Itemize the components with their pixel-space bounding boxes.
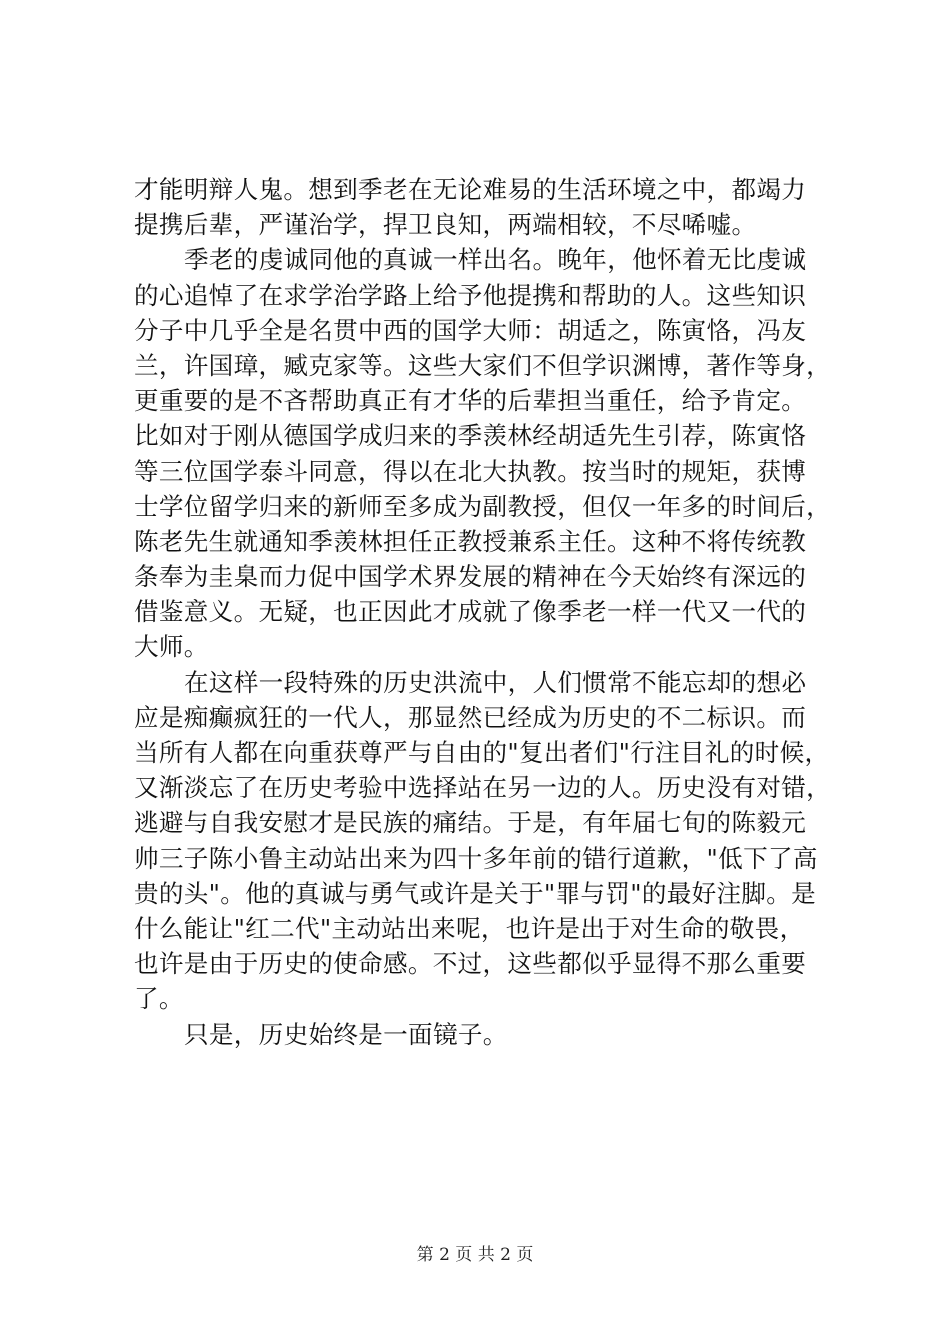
text-line: 更重要的是不吝帮助真正有才华的后辈担当重任，给予肯定。	[134, 386, 807, 416]
text-line: 分子中几乎全是名贯中西的国学大师：胡适之，陈寅恪，冯友	[134, 315, 807, 345]
text-line: 兰，许国璋，臧克家等。这些大家们不但学识渊博，著作等身，	[134, 350, 832, 380]
text-line: 比如对于刚从德国学成归来的季羡林经胡适先生引荐，陈寅恪	[134, 421, 807, 451]
text-line: 当所有人都在向重获尊严与自由的"复出者们"行注目礼的时候，	[134, 738, 830, 767]
page-number-label: 第 2 页 共 2 页	[416, 1245, 534, 1265]
text-line: 帅三子陈小鲁主动站出来为四十多年前的错行道歉，"低下了高	[134, 843, 818, 873]
text-line: 士学位留学归来的新师至多成为副教授，但仅一年多的时间后，	[134, 491, 832, 521]
paragraph-start-line: 季老的虔诚同他的真诚一样出名。晚年，他怀着无比虔诚	[184, 245, 807, 275]
text-line: 什么能让"红二代"主动站出来呢，也许是出于对生命的敬畏，	[134, 913, 805, 943]
text-line: 了。	[134, 984, 184, 1014]
text-line: 大师。	[134, 632, 209, 662]
text-line: 条奉为圭臬而力促中国学术界发展的精神在今天始终有深远的	[134, 562, 807, 592]
text-line: 贵的头"。他的真诚与勇气或许是关于"罪与罚"的最好注脚。是	[134, 878, 817, 908]
paragraph-start-line: 在这样一段特殊的历史洪流中，人们惯常不能忘却的想必	[184, 667, 807, 697]
text-line: 提携后辈，严谨治学，捍卫良知，两端相较，不尽唏嘘。	[134, 210, 757, 240]
text-line: 才能明辩人鬼。想到季老在无论难易的生活环境之中，都竭力	[134, 175, 807, 204]
text-line: 也许是由于历史的使命感。不过，这些都似乎显得不那么重要	[134, 949, 807, 979]
text-line: 逃避与自我安慰才是民族的痛结。于是，有年届七旬的陈毅元	[134, 808, 807, 838]
text-line: 借鉴意义。无疑，也正因此才成就了像季老一样一代又一代的	[134, 597, 807, 627]
text-line: 又渐淡忘了在历史考验中选择站在另一边的人。历史没有对错，	[134, 773, 832, 803]
text-line: 等三位国学泰斗同意，得以在北大执教。按当时的规矩，获博	[134, 456, 807, 486]
paragraph-start-line: 只是，历史始终是一面镜子。	[184, 1019, 508, 1049]
text-line: 的心追悼了在求学治学路上给予他提携和帮助的人。这些知识	[134, 280, 807, 310]
text-line: 陈老先生就通知季羡林担任正教授兼系主任。这种不将传统教	[134, 526, 807, 556]
page-footer	[0, 1244, 950, 1266]
document-body	[134, 172, 834, 1052]
text-line: 应是痴癫疯狂的一代人，那显然已经成为历史的不二标识。而	[134, 702, 807, 732]
